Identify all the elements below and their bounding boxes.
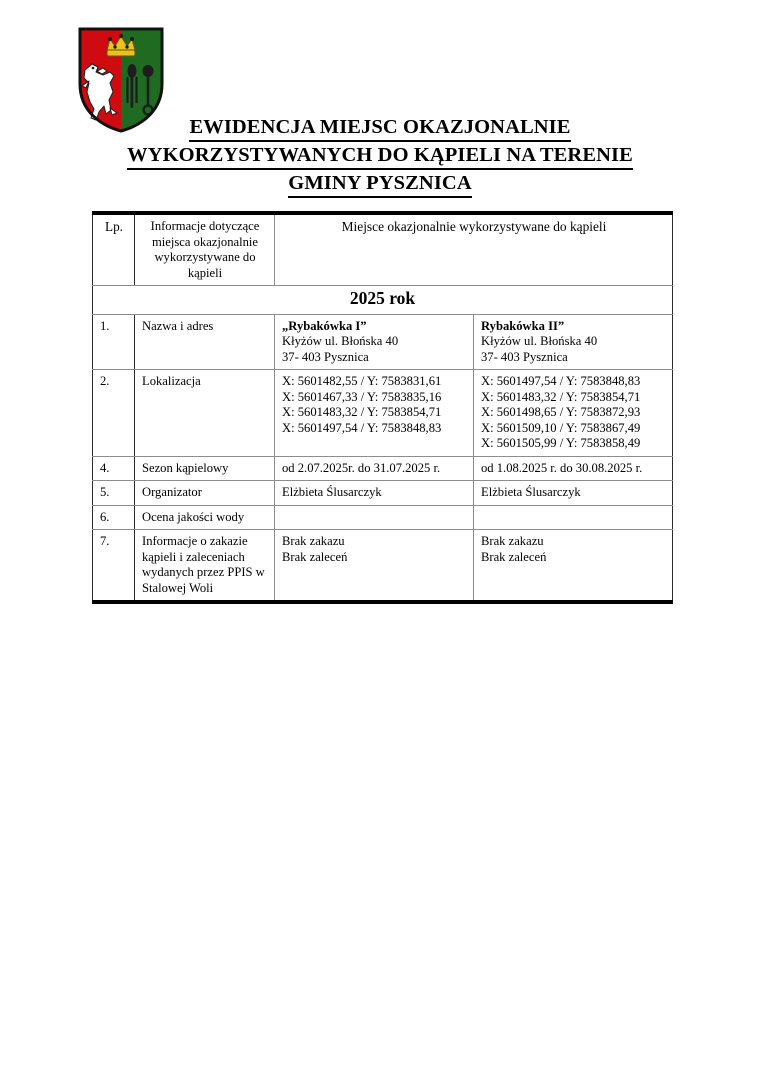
coordinate-line: X: 5601483,32 / Y: 7583854,71 — [481, 389, 641, 404]
row-place2 — [474, 370, 673, 457]
coordinate-line: X: 5601509,10 / Y: 7583867,49 — [481, 420, 641, 435]
row-place1: od 2.07.2025r. do 31.07.2025 r. — [275, 456, 474, 481]
table-year-row — [93, 286, 673, 315]
row-place1 — [275, 370, 474, 457]
table-row — [93, 481, 673, 506]
table-row — [93, 456, 673, 481]
row-info: Sezon kąpielowy — [135, 456, 275, 481]
bathing-sites-register-table — [92, 211, 673, 604]
row-lp: 2. — [93, 370, 135, 457]
year-label: 2025 rok — [93, 286, 673, 315]
place2-line: Kłyżów ul. Błońska 40 — [481, 334, 598, 348]
coordinate-line: X: 5601505,99 / Y: 7583858,49 — [481, 436, 641, 450]
table-row — [93, 314, 673, 370]
row-place1 — [275, 314, 474, 370]
row-lp: 1. — [93, 314, 135, 370]
document-header — [0, 0, 764, 205]
row-lp: 5. — [93, 481, 135, 506]
header-place: Miejsce okazjonalnie wykorzystywane do kąpieli — [275, 213, 673, 286]
row-info: Nazwa i adres — [135, 314, 275, 370]
row-lp: 4. — [93, 456, 135, 481]
row-place2: od 1.08.2025 r. do 30.08.2025 r. — [474, 456, 673, 481]
row-place2 — [474, 505, 673, 530]
row-place2 — [474, 530, 673, 603]
row-lp: 7. — [93, 530, 135, 603]
place2-line: 37- 403 Pysznica — [481, 349, 568, 364]
coordinate-line: X: 5601467,33 / Y: 7583835,16 — [282, 389, 442, 404]
coordinate-line: X: 5601497,54 / Y: 7583848,83 — [282, 420, 442, 435]
place1-line: Kłyżów ul. Błońska 40 — [282, 334, 399, 348]
coordinate-line: X: 5601482,55 / Y: 7583831,61 — [282, 374, 442, 388]
place1-line: Brak zakazu — [282, 534, 345, 548]
place2-line: Brak zaleceń — [481, 549, 547, 564]
table-row — [93, 370, 673, 457]
row-lp: 6. — [93, 505, 135, 530]
place1-line: 37- 403 Pysznica — [282, 349, 369, 364]
header-lp: Lp. — [93, 213, 135, 286]
table-row — [93, 505, 673, 530]
row-place2: Elżbieta Ślusarczyk — [474, 481, 673, 506]
coordinate-line: X: 5601497,54 / Y: 7583848,83 — [481, 374, 641, 388]
row-place2 — [474, 314, 673, 370]
row-place1 — [275, 505, 474, 530]
row-info: Informacje o zakazie kąpieli i zaleceniach wydanych przez PPIS w Stalowej Woli — [135, 530, 275, 603]
table-row — [93, 530, 673, 603]
row-info: Organizator — [135, 481, 275, 506]
place1-line: „Rybakówka I” — [282, 318, 367, 333]
place1-line: Brak zaleceń — [282, 549, 348, 564]
row-place1: Elżbieta Ślusarczyk — [275, 481, 474, 506]
place2-line: Brak zakazu — [481, 534, 544, 548]
row-place1 — [275, 530, 474, 603]
title-line-1: EWIDENCJA MIEJSC OKAZJONALNIE — [189, 114, 570, 142]
title-line-2: WYKORZYSTYWANYCH DO KĄPIELI NA TERENIE — [127, 142, 633, 170]
table-header-row — [93, 213, 673, 286]
page-title — [60, 114, 700, 198]
coordinate-line: X: 5601483,32 / Y: 7583854,71 — [282, 405, 442, 419]
header-info: Informacje dotyczące miejsca okazjonalnie wykorzystywane do kąpieli — [135, 213, 275, 286]
row-info: Ocena jakości wody — [135, 505, 275, 530]
place2-line: Rybakówka II” — [481, 318, 565, 333]
coordinate-line: X: 5601498,65 / Y: 7583872,93 — [481, 405, 641, 419]
title-line-3: GMINY PYSZNICA — [288, 170, 471, 198]
row-info: Lokalizacja — [135, 370, 275, 457]
